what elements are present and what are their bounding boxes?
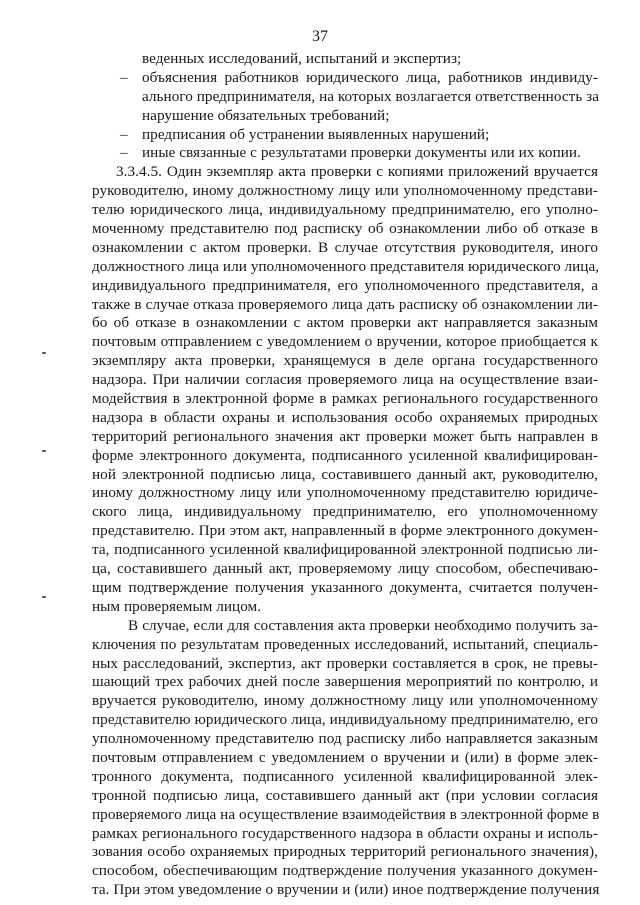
page-number: 37 (312, 28, 328, 45)
text-line: рамках регионального государственного надзора в области охраны и исполь- (92, 824, 598, 842)
text-line (92, 126, 598, 145)
bullet-text: иные связанные с результатами проверки документы или их копии. (142, 144, 581, 162)
text-line: та. При этом уведомление о вручении и (или) иное подтверждение получения (92, 881, 600, 899)
text-line: бо об отказе в ознакомлении с актом проверки акт направляется заказным (92, 314, 598, 332)
text-line: та, подписанного усиленной квалифицированной электронной подписью ли- (92, 541, 598, 559)
bullet-text: объяснения работников юридического лица, работников индивиду- (142, 68, 598, 86)
text-line: проверяемого лица на осуществление взаимодействия в электронной форме в (92, 805, 600, 823)
text-line: представителю юридического лица, индивидуальному предпринимателю, его (92, 711, 598, 729)
text-line: ца, составившего данный акт, проверяемому лицу способом, обеспечиваю- (92, 560, 598, 578)
scan-margin-mark (42, 352, 46, 354)
text-line: иному должностному лицу или уполномоченному представителю юридиче- (92, 484, 598, 502)
text-line: руководителю, иному должностному лицу или уполномоченному представи- (92, 182, 598, 200)
bullet-dash: – (120, 125, 128, 143)
text-line: ным проверяемым лицом. (92, 597, 262, 615)
text-line: ского лица, индивидуальному предпринимателю, его уполномоченному (92, 503, 598, 521)
text-line: ознакомлении с актом проверки. В случае отсутствия руководителя, иного (92, 238, 598, 256)
text-line: представителю. При этом акт, направленный в форме электронного докумен- (92, 522, 598, 540)
document-body-text (92, 50, 598, 900)
text-line: ального предпринимателя, на которых возлагается ответственность за (142, 87, 599, 105)
text-line: почтовым отправлением с уведомлением о вручении, которое приобщается к (92, 333, 598, 351)
text-line: веденных исследований, испытаний и экспертиз; (142, 50, 462, 67)
text-line: телю юридического лица, индивидуальному предпринимателю, его уполно- (92, 201, 598, 219)
text-line: тронного документа, подписанного усиленной квалифицированной элек- (92, 767, 598, 785)
text-line (92, 144, 598, 163)
text-line: ключения по результатам проведенных исследований, испытаний, специаль- (92, 635, 598, 653)
text-line: шающий трех рабочих дней после завершения мероприятий по контролю, и (92, 673, 598, 691)
text-line: моченному представителю под расписку об ознакомлении либо об отказе в (92, 220, 598, 238)
text-line: форме электронного документа, подписанного усиленной квалифицирован- (92, 446, 598, 464)
bullet-text: предписания об устранении выявленных нарушений; (142, 125, 490, 143)
text-line: способом, обеспечивающим подтверждение получения указанного докумен- (92, 862, 598, 880)
text-line: уполномоченному представителю под расписку либо направляется заказным (92, 730, 598, 748)
text-line: территорий регионального значения акт проверки может быть направлен в (92, 427, 598, 445)
text-line: 3.3.4.5. Один экземпляр акта проверки с копиями приложений вручается (116, 163, 598, 181)
text-line: вручается руководителю, иному должностному лицу или уполномоченному (92, 692, 598, 710)
text-line: также в случае отказа проверяемого лица дать расписку об ознакомлении ли- (92, 295, 598, 313)
text-line: ной электронной подписью лица, составившего данный акт, руководителю, (92, 465, 598, 483)
text-line: должностного лица или уполномоченного представителя юридического лица, (92, 257, 600, 275)
text-line: модействия в электронной форме в рамках регионального государственного (92, 390, 598, 408)
text-line: зования особо охраняемых природных территорий регионального значения), (92, 843, 598, 861)
bullet-dash: – (120, 68, 128, 86)
scan-margin-mark (42, 450, 46, 452)
text-line: В случае, если для составления акта проверки необходимо получить за- (128, 616, 598, 634)
text-line: надзора в области охраны и использования особо охраняемых природных (92, 408, 598, 426)
text-line: ных расследований, экспертиз, акт проверки составляется в срок, не превы- (92, 654, 598, 672)
bullet-dash: – (120, 144, 128, 162)
text-line: экземпляру акта проверки, хранящемуся в деле органа государственного (92, 352, 598, 370)
text-line: щим подтверждение получения указанного документа, считается получен- (92, 578, 598, 596)
text-line: индивидуального предпринимателя, его уполномоченного представителя, а (92, 276, 598, 294)
scan-margin-mark (42, 596, 46, 598)
text-line: тронной подписью лица, составившего данный акт (при условии согласия (92, 786, 598, 804)
text-line: надзора. При наличии согласия проверяемого лица на осуществление взаи- (92, 371, 598, 389)
text-line: нарушение обязательных требований; (142, 106, 390, 124)
text-line (92, 69, 598, 88)
text-line: почтовым отправлением с уведомлением о вручении и (или) в форме элек- (92, 748, 598, 766)
